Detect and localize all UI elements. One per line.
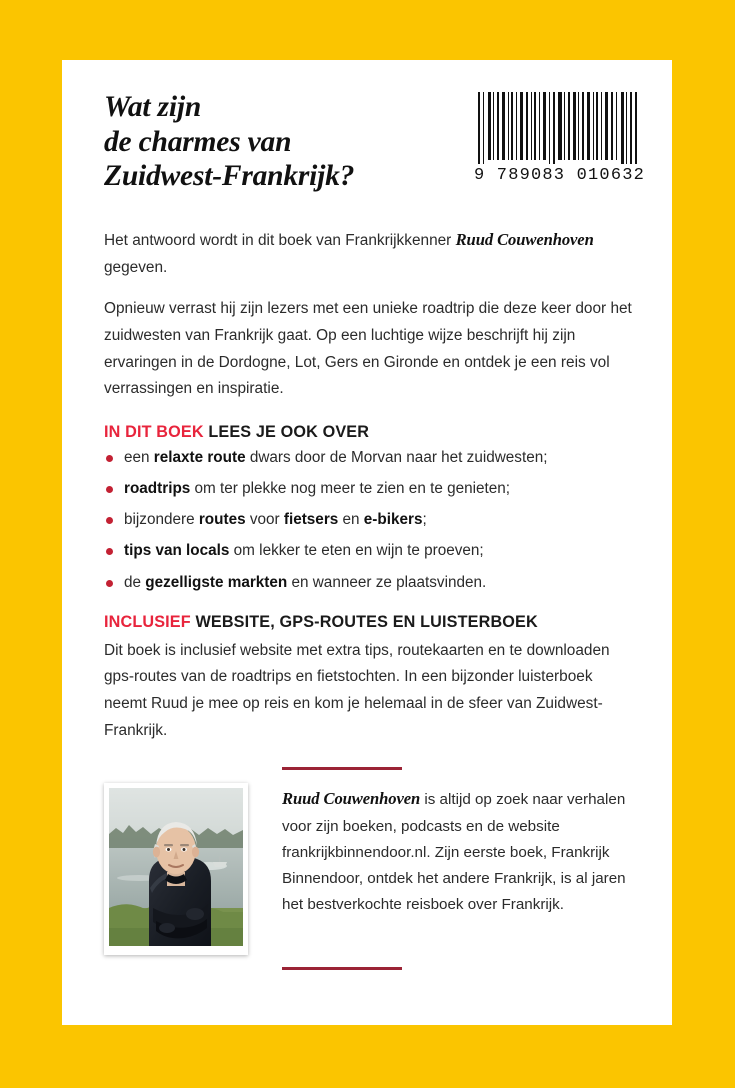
barcode-block (474, 92, 646, 185)
list-item-bold: gezelligste markten (145, 573, 288, 591)
list-item-bold: roadtrips (124, 480, 191, 498)
author-inner (104, 767, 634, 955)
author-bio (282, 783, 634, 918)
intro-paragraph: Opnieuw verrast hij zijn lezers met een unieke roadtrip die deze keer door het zuidwesten van Frankrijk gaat. Op een luchtige wijze beschrijft hij zijn ervaringen in de Dordogne, Lot, Gers en Gironde en ontdek je een reis vol verrassingen en inspiratie. (104, 300, 632, 398)
divider-top (282, 767, 402, 770)
in-dit-boek-heading (104, 423, 634, 442)
author-bio-text: is altijd op zoek naar verhalen voor zijn boeken, podcasts en de website frankrijkbinnendoor.nl. Zijn eerste boek, Frankrijk Binnendoor, ontdek het andere Frankrijk, is al jaren het bestverkochte reisboek over Frankrijk. (282, 791, 626, 914)
intro-lead (104, 226, 634, 281)
intro-lead-before: Het antwoord wordt in dit boek van Frankrijkkenner (104, 232, 456, 249)
back-cover-card (62, 60, 672, 1025)
author-name-inline: Ruud Couwenhoven (455, 230, 594, 249)
inclusief-heading-rest: WEBSITE, GPS-ROUTES EN LUISTERBOEK (190, 612, 538, 631)
barcode-digits: 9 789083 010632 (474, 166, 646, 185)
author-name: Ruud Couwenhoven (282, 789, 421, 809)
in-dit-boek-heading-accent: IN DIT BOEK (104, 422, 204, 441)
list-item-pre: een (124, 448, 154, 466)
list-item (104, 479, 634, 499)
author-photo-frame (104, 783, 248, 955)
avatar (109, 788, 243, 946)
inclusief-heading (104, 613, 634, 632)
barcode-icon (474, 92, 640, 164)
list-item-post: om lekker te eten en wijn te proeven; (229, 542, 484, 560)
in-dit-boek-list (104, 448, 634, 593)
inclusief-paragraph: Dit boek is inclusief website met extra tips, routekaarten en te downloaden gps-routes van de roadtrips en fietstochten. In een bijzonder luisterboek neemt Ruud je mee op reis en kom je helemaal in de sfeer van Zuidwest-Frankrijk. (104, 641, 610, 739)
list-item-post: om ter plekke nog meer te zien en te genieten; (190, 480, 511, 498)
page-title: Wat zijn de charmes van Zuidwest-Frankrijk? (104, 91, 355, 192)
list-item-mid-2: en (338, 511, 364, 529)
list-item-pre: de (124, 573, 146, 591)
list-item-bold-2: fietsers (283, 511, 339, 529)
list-item-bold-3: e-bikers (363, 511, 423, 529)
list-item-bold: tips van locals (124, 542, 230, 560)
author-block (104, 767, 634, 970)
list-item (104, 541, 634, 561)
inclusief-heading-accent: INCLUSIEF (104, 612, 191, 631)
list-item-post: dwars door de Morvan naar het zuidwesten; (245, 448, 548, 466)
list-item-post: ; (422, 511, 427, 529)
list-item-mid: voor (245, 511, 284, 529)
intro-lead-after: gegeven. (104, 258, 168, 276)
header-row (104, 90, 646, 222)
list-item (104, 510, 634, 530)
in-dit-boek-heading-rest: LEES JE OOK OVER (203, 422, 370, 441)
divider-bottom (282, 967, 402, 970)
list-item-pre: bijzondere (124, 511, 199, 529)
list-item-bold: routes (198, 511, 246, 529)
list-item (104, 448, 634, 468)
list-item-bold: relaxte route (153, 448, 246, 466)
list-item-post: en wanneer ze plaatsvinden. (287, 573, 487, 591)
list-item (104, 573, 634, 593)
